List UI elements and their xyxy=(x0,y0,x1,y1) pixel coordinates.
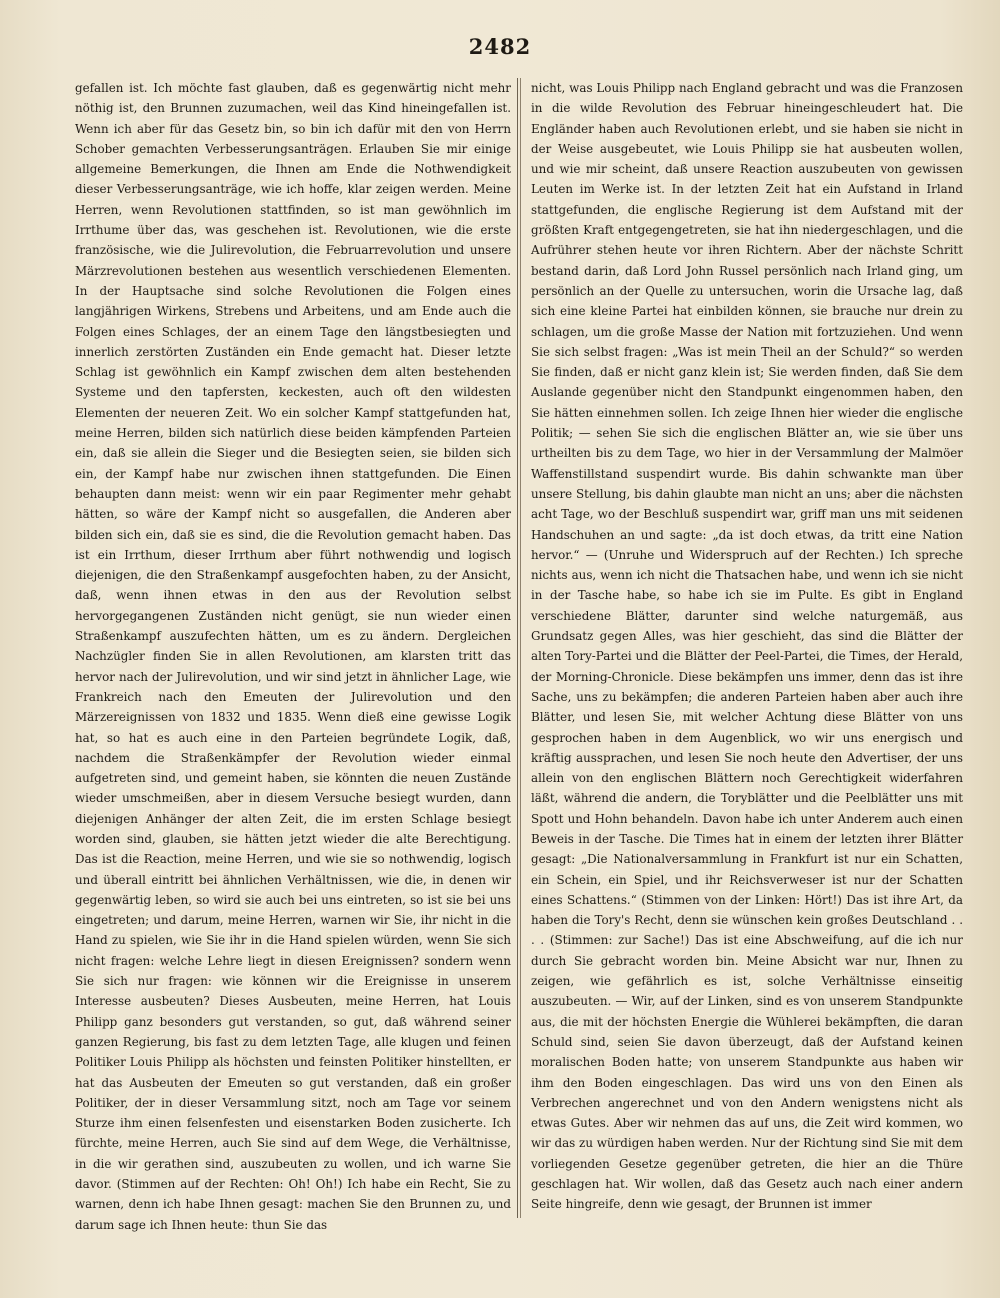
paragraph-left: gefallen ist. Ich möchte fast glauben, daß es gegenwärtig nicht mehr nöthig ist, den Brunnen zuzumachen, weil das Kind hineingefallen ist. Wenn ich aber für das Gesetz bin, so bin ich dafür mit den von Herrn Schober gemachten Verbesserungsanträgen. Erlauben Sie mir einige allgemeine Bemerkungen, die Ihnen am Ende die Nothwendigkeit dieser Verbesserungsanträge, wie ich hoffe, klar zeigen werden. Meine Herren, wenn Revolutionen stattfinden, so ist man gewöhnlich im Irrthume über das, was geschehen ist. Revolutionen, wie die erste französische, wie die Julirevolution, die Februarrevolution und unsere Märzrevolutionen bestehen aus wesentlich verschiedenen Elementen. In der Hauptsache sind solche Revolutionen die Folgen eines langjährigen Wirkens, Strebens und Arbeitens, und am Ende auch die Folgen eines Schlages, der an einem Tage den längstbesiegten und innerlich zerstörten Zuständen ein Ende gemacht hat. Dieser letzte Schlag ist gewöhnlich ein Kampf zwischen dem alten bestehenden Systeme und den tapfersten, keckesten, auch oft den wildesten Elementen der neueren Zeit. Wo ein solcher Kampf stattgefunden hat, meine Herren, bilden sich natürlich diese beiden kämpfenden Parteien ein, daß sie allein die Sieger und die Besiegten seien, sie bilden sich ein, der Kampf habe nur zwischen ihnen stattgefunden. Die Einen behaupten dann meist: wenn wir ein paar Regimenter mehr gehabt hätten, so wäre der Kampf nicht so ausgefallen, die Anderen aber bilden sich ein, daß sie es sind, die die Revolution gemacht haben. Das ist ein Irrthum, dieser Irrthum aber führt nothwendig und logisch diejenigen, die den Straßenkampf ausgefochten haben, zu der Ansicht, daß, wenn ihnen etwas in den aus der Revolution selbst hervorgegangenen Zuständen nicht genügt, sie nun wieder einen Straßenkampf auszufechten hätten, um es zu ändern. Dergleichen Nachzügler finden Sie in allen Revolutionen, am klarsten tritt das hervor nach der Julirevolution, und wir sind jetzt in ähnlicher Lage, wie Frankreich nach den Emeuten der Julirevolution und den Märzereignissen von 1832 und 1835. Wenn dieß eine gewisse Logik hat, so hat es auch eine in den Parteien begründete Logik, daß, nachdem die Straßenkämpfer der Revolution wieder einmal aufgetreten sind, und gemeint haben, sie könnten die neuen Zustände wieder umschmeißen, aber in diesem Versuche besiegt wurden, dann diejenigen Anhänger der alten Zeit, die im ersten Schlage besiegt worden sind, glauben, sie hätten jetzt wieder die alte Berechtigung. Das ist die Reaction, meine Herren, und wie sie so nothwendig, logisch und überall eintritt bei ähnlichen Verhältnissen, wie die, in denen wir gegenwärtig leben, so wird sie auch bei uns eintreten, so ist sie bei uns eingetreten; und darum, meine Herren, warnen wir Sie, ihr nicht in die Hand zu spielen, wie Sie ihr in die Hand spielen würden, wenn Sie sich nicht fragen: welche Lehre liegt in diesen Ereignissen? sondern wenn Sie sich nur fragen: wie können wir die Ereignisse in unserem Interesse ausbeuten? Dieses Ausbeuten, meine Herren, hat Louis Philipp ganz besonders gut verstanden, so gut, daß während seiner ganzen Regierung, bis fast zu dem letzten Tage, alle klugen und feinen Politiker Louis Philipp als höchsten und feinsten Politiker hinstellten, er hat das Ausbeuten der Emeuten so gut verstanden, daß ein großer Politiker, der in dieser Versammlung sitzt, noch am Tage vor seinem Sturze ihm einen felsenfesten und eisenstarken Boden zusicherte. Ich fürchte, meine Herren, auch Sie sind auf dem Wege, die Verhältnisse, in die wir gerathen sind, auszubeuten zu wollen, und ich warne Sie davor. (Stimmen auf der Rechten: Oh! Oh!) Ich habe ein Recht, Sie zu warnen, denn ich habe Ihnen gesagt: machen Sie den Brunnen zu, und darum sage ich Ihnen heute: thun Sie das xyxy=(75,81,511,1232)
column-divider-inner xyxy=(520,78,521,1218)
page-number: 2482 xyxy=(468,34,532,59)
text-column-left xyxy=(75,78,511,1235)
text-column-right xyxy=(531,78,963,1215)
column-divider xyxy=(517,78,518,1218)
paragraph-right: nicht, was Louis Philipp nach England gebracht und was die Franzosen in die wilde Revolution des Februar hineingeschleudert hat. Die Engländer haben auch Revolutionen erlebt, und sie haben sie nicht in der Weise ausgebeutet, wie Louis Philipp sie hat ausbeuten wollen, und wie mir scheint, daß unsere Reaction auszubeuten von gewissen Leuten im Werke ist. In der letzten Zeit hat ein Aufstand in Irland stattgefunden, die englische Regierung ist dem Aufstand mit der größten Kraft entgegengetreten, sie hat ihn niedergeschlagen, und die Aufrührer stehen heute vor ihren Richtern. Aber der nächste Schritt bestand darin, daß Lord John Russel persönlich nach Irland ging, um persönlich an der Quelle zu untersuchen, worin die Ursache lag, daß sich eine kleine Partei hat einbilden können, sie brauche nur drein zu schlagen, um die große Masse der Nation mit fortzuziehen. Und wenn Sie sich selbst fragen: „Was ist mein Theil an der Schuld?“ so werden Sie finden, daß er nicht ganz klein ist; Sie werden finden, daß Sie dem Auslande gegenüber nicht den Standpunkt eingenommen haben, den Sie hätten einnehmen sollen. Ich zeige Ihnen hier wieder die englische Politik; — sehen Sie sich die englischen Blätter an, wie sie über uns urtheilten bis zu dem Tage, wo hier in der Versammlung der Malmöer Waffenstillstand suspendirt wurde. Bis dahin schwankte man über unsere Stellung, bis dahin glaubte man nicht an uns; aber die nächsten acht Tage, wo der Beschluß suspendirt war, griff man uns mit seidenen Handschuhen an und sagte: „da ist doch etwas, da tritt eine Nation hervor.“ — (Unruhe und Widerspruch auf der Rechten.) Ich spreche nichts aus, wenn ich nicht die Thatsachen habe, und wenn ich sie nicht in der Tasche habe, so habe ich sie im Pulte. Es gibt in England verschiedene Blätter, darunter sind welche naturgemäß, aus Grundsatz gegen Alles, was hier geschieht, das sind die Blätter der alten Tory-Partei und die Blätter der Peel-Partei, die Times, der Herald, der Morning-Chronicle. Diese bekämpfen uns immer, denn das ist ihre Sache, uns zu bekämpfen; die anderen Parteien haben aber auch ihre Blätter, und lesen Sie, mit welcher Achtung diese Blätter von uns gesprochen haben in dem Augenblick, wo wir uns energisch und kräftig aussprachen, und lesen Sie noch heute den Advertiser, der uns allein von den englischen Blättern noch Gerechtigkeit widerfahren läßt, während die andern, die Toryblätter und die Peelblätter uns mit Spott und Hohn behandeln. Davon habe ich unter Anderem auch einen Beweis in der Tasche. Die Times hat in einem der letzten ihrer Blätter gesagt: „Die Nationalversammlung in Frankfurt ist nur ein Schatten, ein Schein, ein Spiel, und ihr Reichsverweser ist nur der Schatten eines Schattens.“ (Stimmen von der Linken: Hört!) Das ist ihre Art, da haben die Tory's Recht, denn sie wünschen kein großes Deutschland . . . . (Stimmen: zur Sache!) Das ist eine Abschweifung, auf die ich nur durch Sie gebracht worden bin. Meine Absicht war nur, Ihnen zu zeigen, wie gefährlich es ist, solche Verhältnisse einseitig auszubeuten. — Wir, auf der Linken, sind es von unserem Standpunkte aus, die mit der höchsten Energie die Wühlerei bekämpften, die daran Schuld sind, seien Sie davon überzeugt, daß der Aufstand keinen moralischen Boden hatte; von unserem Standpunkte aus haben wir ihm den Boden eingeschlagen. Das wird uns von den Einen als Verbrechen angerechnet und von den Andern wenigstens nicht als etwas Gutes. Aber wir nehmen das auf uns, die Zeit wird kommen, wo wir das zu würdigen haben werden. Nur der Richtung sind Sie mit dem vorliegenden Gesetze gegenüber getreten, die hier an die Thüre geschlagen hat. Wir wollen, daß das Gesetz auch nach einer andern Seite hingreife, denn wie gesagt, der Brunnen ist immer xyxy=(531,81,963,1212)
